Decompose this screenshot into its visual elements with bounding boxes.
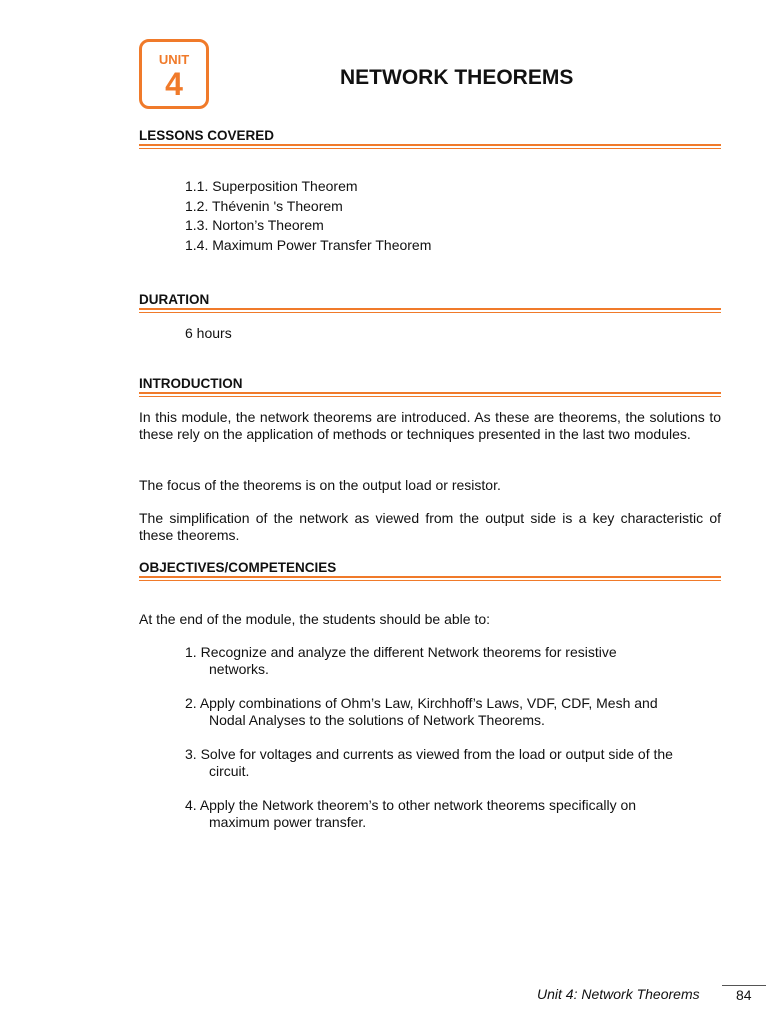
objective-number: 4. — [185, 797, 197, 813]
footer-title: Unit 4: Network Theorems — [537, 986, 700, 1002]
duration-divider — [139, 308, 721, 313]
unit-number: 4 — [165, 66, 183, 102]
objective-text: Solve for voltages and currents as viewed from the load or output side of the — [200, 746, 673, 762]
introduction-heading: INTRODUCTION — [139, 376, 243, 391]
lesson-item: 1.4. Maximum Power Transfer Theorem — [185, 236, 432, 253]
intro-paragraph: The focus of the theorems is on the output load or resistor. — [139, 477, 501, 493]
objective-text-cont: Nodal Analyses to the solutions of Network Theorems. — [209, 712, 545, 728]
duration-value: 6 hours — [185, 325, 232, 341]
page-number: 84 — [736, 987, 752, 1003]
lessons-divider — [139, 144, 721, 149]
unit-badge — [139, 39, 209, 109]
intro-paragraph: The simplification of the network as viewed from the output side is a key characteristic of these theorems. — [139, 510, 721, 543]
lessons-heading: LESSONS COVERED — [139, 128, 275, 143]
duration-heading: DURATION — [139, 292, 210, 307]
objective-item — [185, 797, 721, 831]
unit-label: UNIT — [158, 52, 190, 67]
objective-item — [185, 695, 721, 729]
lesson-item: 1.2. Thévenin 's Theorem — [185, 197, 343, 214]
introduction-divider — [139, 392, 721, 397]
objective-text: Recognize and analyze the different Network theorems for resistive — [200, 644, 617, 660]
lesson-item: 1.1. Superposition Theorem — [185, 178, 358, 194]
objectives-divider — [139, 576, 721, 581]
objective-item — [185, 746, 721, 780]
objective-number: 3. — [185, 746, 197, 762]
objective-item — [185, 644, 721, 678]
objective-text-cont: circuit. — [209, 763, 250, 779]
objective-text-cont: networks. — [209, 661, 269, 677]
objective-number: 1. — [185, 644, 197, 660]
intro-paragraph: In this module, the network theorems are introduced. As these are theorems, the solutions to these rely on the application of methods or techniques presented in the last two modules. — [139, 409, 721, 442]
footer-divider — [722, 985, 766, 986]
objectives-heading: OBJECTIVES/COMPETENCIES — [139, 560, 337, 575]
objective-number: 2. — [185, 695, 197, 711]
lesson-item: 1.3. Norton’s Theorem — [185, 217, 324, 233]
objective-text: Apply the Network theorem’s to other network theorems specifically on — [199, 797, 637, 813]
objective-text-cont: maximum power transfer. — [209, 814, 367, 830]
page-title: NETWORK THEOREMS — [340, 66, 574, 89]
objectives-lead: At the end of the module, the students should be able to: — [139, 611, 491, 627]
objective-text: Apply combinations of Ohm’s Law, Kirchhoff’s Laws, VDF, CDF, Mesh and — [199, 695, 658, 711]
lessons-list — [185, 177, 431, 255]
